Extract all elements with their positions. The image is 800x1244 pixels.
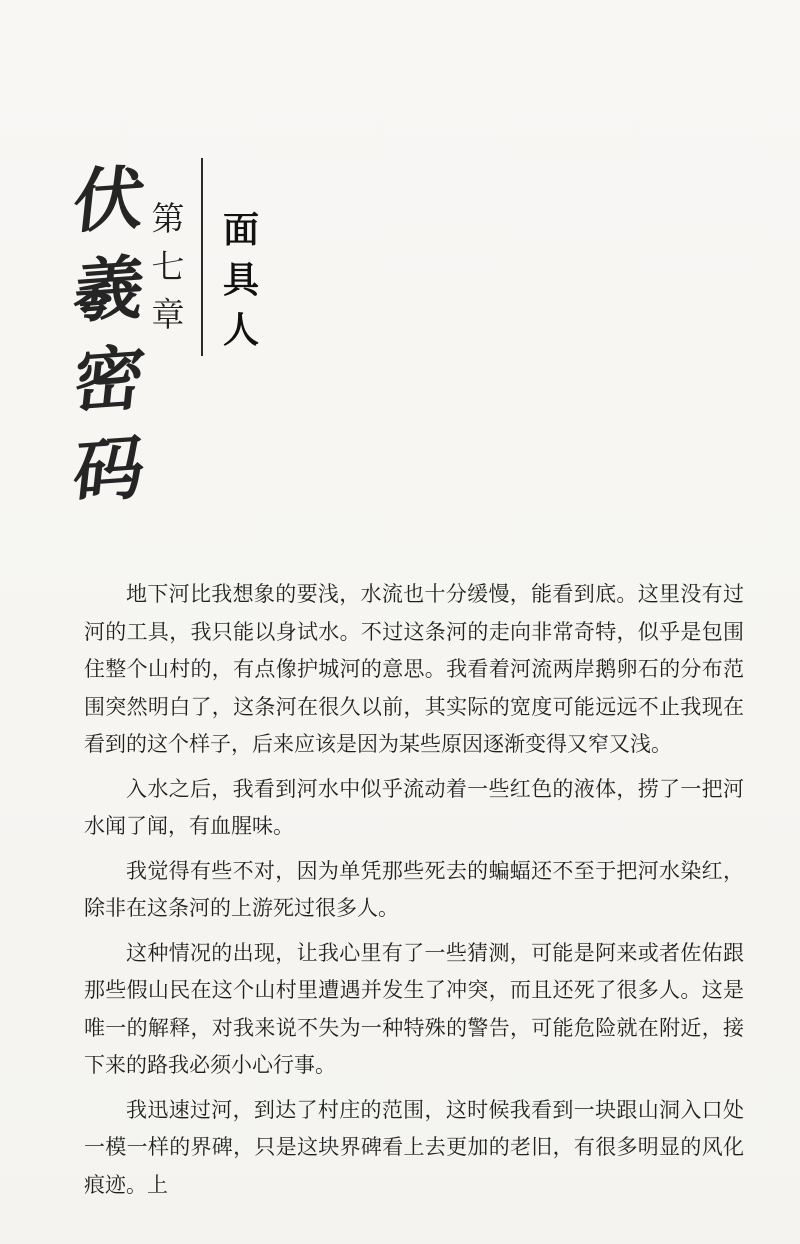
book-title-calligraphy [68, 155, 147, 514]
paragraph: 入水之后，我看到河水中似乎流动着一些红色的液体，捞了一把河水闻了闻，有血腥味。 [84, 776, 744, 838]
calligraphy-char: 羲 [68, 245, 147, 334]
paragraph: 这种情况的出现，让我心里有了一些猜测，可能是阿来或者佐佑跟那些假山民在这个山村里遭遇并发生了冲突，而且还死了很多人。这是唯一的解释，对我来说不失为一种特殊的警告，可能危险就在附近，接下来的路我必须小心行事。 [84, 940, 744, 1077]
calligraphy-char: 伏 [68, 155, 147, 244]
chapter-number [150, 195, 186, 339]
chapter-title [218, 205, 264, 355]
chapter-body [84, 576, 744, 1211]
chapter-number-char: 第 [151, 199, 185, 238]
chapter-divider [201, 158, 203, 356]
paragraph: 我迅速过河，到达了村庄的范围，这时候我看到一块跟山洞入口处一模一样的界碑，只是这块界碑看上去更加的老旧，有很多明显的风化痕迹。上 [84, 1097, 744, 1197]
chapter-title-char: 具 [222, 259, 259, 301]
paragraph: 地下河比我想象的要浅，水流也十分缓慢，能看到底。这里没有过河的工具，我只能以身试水。不过这条河的走向非常奇特，似乎是包围住整个山村的，有点像护城河的意思。我看着河流两岸鹅卵石的分布范围突然明白了，这条河在很久以前，其实际的宽度可能远远不止我现在看到的这个样子，后来应该是因为某些原因逐渐变得又窄又浅。 [84, 582, 744, 756]
paragraph: 我觉得有些不对，因为单凭那些死去的蝙蝠还不至于把河水染红，除非在这条河的上游死过很多人。 [84, 858, 744, 920]
chapter-number-char: 章 [151, 295, 185, 334]
calligraphy-char: 密 [68, 335, 147, 424]
calligraphy-char: 码 [68, 425, 147, 514]
chapter-title-char: 面 [222, 209, 259, 251]
chapter-title-char: 人 [222, 309, 259, 351]
chapter-number-char: 七 [151, 247, 185, 286]
